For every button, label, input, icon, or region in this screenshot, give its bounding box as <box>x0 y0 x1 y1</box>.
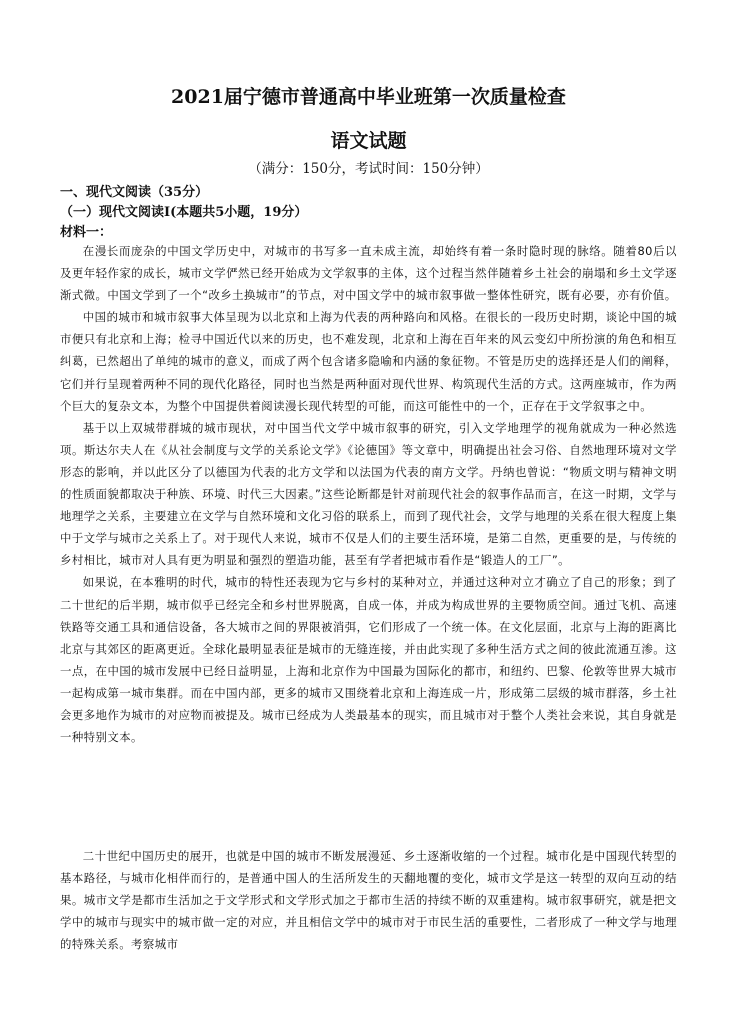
section-heading: 一、现代文阅读（35分） <box>60 185 209 200</box>
subsection-heading: （一）现代文阅读Ⅰ(本题共5小题，19分） <box>60 205 308 220</box>
material-text <box>60 240 677 748</box>
paragraph: 中国的城市和城市叙事大体呈现为以北京和上海为代表的两种路向和风格。在很长的一段历史时期，谈论中国的城市便只有北京和上海；检寻中国近代以来的历史，也不难发现，北京和上海在百年来的风云变幻中所扮演的角色和相互纠葛，已然超出了单纯的城市的意义，而成了两个包含诸多隐喻和内涵的象征物。不管是历史的选择还是人们的阐释，它们并行呈现着两种不同的现代化路径，同时也当然是两种面对现代世界、构筑现代生活的方式。这两座城市，作为两个巨大的复杂文本，为整个中国提供着阅读漫长现代转型的可能，而这可能性中的一个，正存在于文学叙事之中。 <box>60 310 677 413</box>
exam-subtitle: 语文试题 <box>330 130 407 152</box>
paragraph: 二十世纪中国历史的展开，也就是中国的城市不断发展漫延、乡土逐渐收缩的一个过程。城市化是中国现代转型的基本路径，与城市化相伴而行的，是普通中国人的生活所发生的天翻地覆的变化，城市文学是这一转型的双向互动的结果。城市文学是都市生活加之于文学形式和文学形式加之于都市生活的持续不断的双重建构。城市叙事研究，就是把文学中的城市与现实中的城市做一定的对应，并且相信文学中的城市对于市民生活的重要性，二者形成了一种文学与地理的特殊关系。考察城市 <box>60 849 677 952</box>
second-passage-text <box>60 845 677 955</box>
paragraph: 基于以上双城带群城的城市现状，对中国当代文学中城市叙事的研究，引入文学地理学的视角就成为一种必然选项。斯达尔夫人在《从社会制度与文学的关系论文学》《论德国》等文章中，明确提出社会习俗、自然地理环境对文学形态的影响，并以此区分了以德国为代表的北方文学和以法国为代表的南方文学。丹纳也曾说：“物质文明与精神文明的性质面貌都取决于种族、环境、时代三大因素。”这些论断都是针对前现代社会的叙事作品而言，在这一时期，文学与地理学之关系，主要建立在文学与自然环境和文化习俗的联系上，而到了现代社会，文学与地理的关系在很大程度上集中于文学与城市之关系上了。对于现代人来说，城市不仅是人们的主要生活环境，是第二自然，更重要的是，与传统的乡村相比，城市对人具有更为明显和强烈的塑造功能，甚至有学者把城市看作是“锻造人的工厂”。 <box>60 420 677 568</box>
score-info: （满分：150分，考试时间：150分钟） <box>248 161 489 177</box>
paragraph: 在漫长而庞杂的中国文学历史中，对城市的书写多一直未成主流，却始终有着一条时隐时现的脉络。随着80后以及更年轻作家的成长，城市文学俨然已经开始成为文学叙事的主体，这个过程当然伴随着乡土社会的崩塌和乡土文学逐渐式微。中国文学到了一个“改乡土换城市”的节点，对中国文学中的城市叙事做一整体性研究，既有必要，亦有价值。 <box>60 244 677 303</box>
material-label: 材料一： <box>60 225 113 240</box>
paragraph: 如果说，在本雅明的时代，城市的特性还表现为它与乡村的某种对立，并通过这种对立才确立了自己的形象；到了二十世纪的后半期，城市似乎已经完全和乡村世界脱离，自成一体，并成为构成世界的主要物质空间。通过飞机、高速铁路等交通工具和通信设备，各大城市之间的界限被消弭，它们形成了一个统一体。在文化层面，北京与上海的距离比北京与其郊区的距离更近。全球化最明显表征是城市的无缝连接，并由此实现了多种生活方式之间的彼此流通互渗。这一点，在中国的城市发展中已经日益明显，上海和北京作为中国最为国际化的都市，和纽约、巴黎、伦敦等世界大城市一起构成第一城市集群。而在中国内部，更多的城市又围绕着北京和上海连成一片，形成第二层级的城市群落，乡土社会更多地作为城市的对应物而被提及。城市已经成为人类最基本的现实，而且城市对于整个人类社会来说，其自身就是一种特别文本。 <box>60 575 677 745</box>
exam-title: 2021届宁德市普通高中毕业班第一次质量检查 <box>171 86 566 108</box>
